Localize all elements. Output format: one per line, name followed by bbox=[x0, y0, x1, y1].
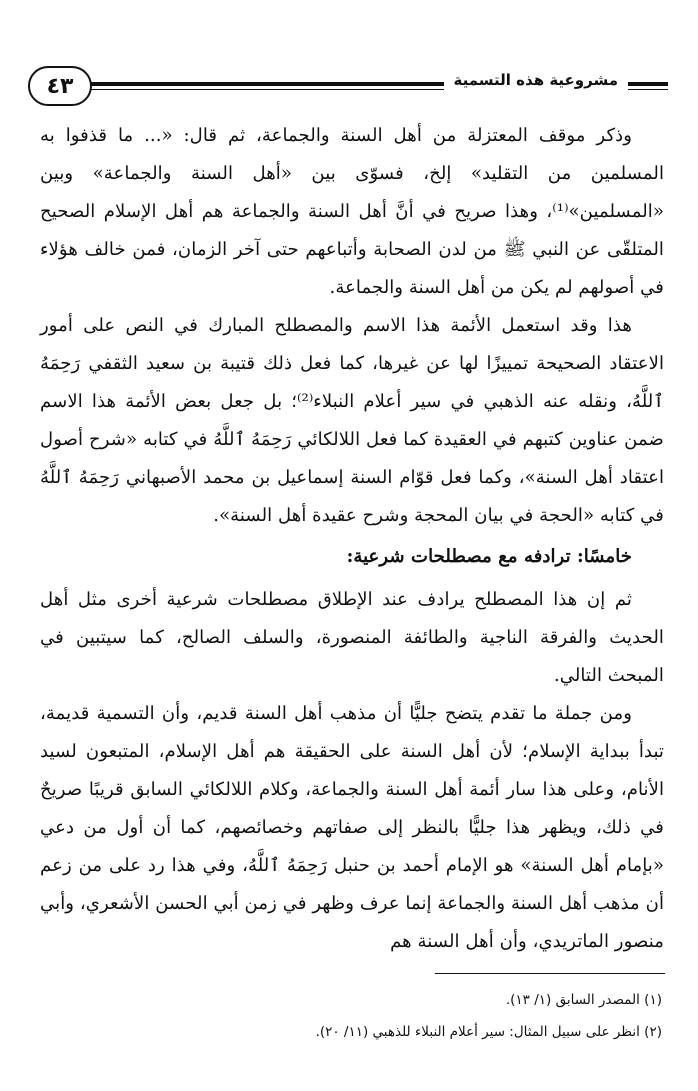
footnote-2: (٢) انظر على سبيل المثال: سير أعلام النبلاء للذهبي (١١/ ٢٠). bbox=[315, 1024, 662, 1040]
running-title: مشروعية هذه التسمية bbox=[444, 68, 628, 92]
page-number: ٤٣ bbox=[28, 66, 92, 106]
paragraph-1: وذكر موقف المعتزلة من أهل السنة والجماعة، ثم قال: «... ما قذفوا به المسلمين من التقليد» إلخ، فسوّى بين «أهل السنة والجماعة» وبين «المسلمين»⁽¹⁾، وهذا صريح في أنَّ أهل السنة والجماعة هم أهل الإسلام الصحيح المتلقّى عن النبي ﷺ من لدن الصحابة وأتباعهم حتى آخر الزمان، فمن خالف هؤلاء في أصولهم لم يكن من أهل السنة والجماعة. bbox=[40, 125, 664, 298]
paragraph-4: ومن جملة ما تقدم يتضح جليًّا أن مذهب أهل السنة قديم، وأن التسمية قديمة، تبدأ ببداية الإسلام؛ لأن أهل السنة على الحقيقة هم أهل الإسلام، المتبعون لسيد الأنام، وعلى هذا سار أئمة أهل السنة والجماعة، وكلام اللالكائي السابق قريبًا صريحٌ في ذلك، ويظهر هذا جليًّا بالنظر إلى صفاتهم وخصائصهم، كما أن أول من دعي «بإمام أهل السنة» هو الإمام أحمد بن حنبل رَحِمَهُ ٱللَّهُ، وفي هذا رد على من زعم أن مذهب أهل السنة والجماعة إنما عرف وظهر في زمن أبي الحسن الأشعري، وأبي منصور الماتريدي، وأن أهل السنة هم bbox=[40, 703, 664, 952]
footnote-1: (١) المصدر السابق (١/ ١٣). bbox=[505, 992, 662, 1008]
paragraph-2: هذا وقد استعمل الأئمة هذا الاسم والمصطلح المبارك في النص على أمور الاعتقاد الصحيحة تمييزًا لها عن غيرها، كما فعل ذلك قتيبة بن سعيد الثقفي رَحِمَهُ ٱللَّهُ، ونقله عنه الذهبي في سير أعلام النبلاء⁽²⁾؛ بل جعل بعض الأئمة هذا الاسم ضمن عناوين كتبهم في العقيدة كما فعل اللالكائي رَحِمَهُ ٱللَّهُ في كتابه «شرح أصول اعتقاد أهل السنة»، وكما فعل قوّام السنة إسماعيل بن محمد الأصبهاني رَحِمَهُ ٱللَّهُ في كتابه «الحجة في بيان المحجة وشرح عقيدة أهل السنة». bbox=[40, 315, 664, 526]
footnote-separator bbox=[435, 973, 665, 974]
paragraph-3: ثم إن هذا المصطلح يرادف عند الإطلاق مصطلحات شرعية أخرى مثل أهل الحديث والفرقة الناجية والطائفة المنصورة، والسلف الصالح، كما سيتبين في المبحث التالي. bbox=[40, 589, 664, 686]
section-heading: خامسًا: ترادفه مع مصطلحات شرعية: bbox=[346, 546, 632, 567]
footnotes bbox=[42, 984, 662, 1048]
body-text bbox=[40, 117, 664, 961]
page-header bbox=[28, 66, 668, 110]
